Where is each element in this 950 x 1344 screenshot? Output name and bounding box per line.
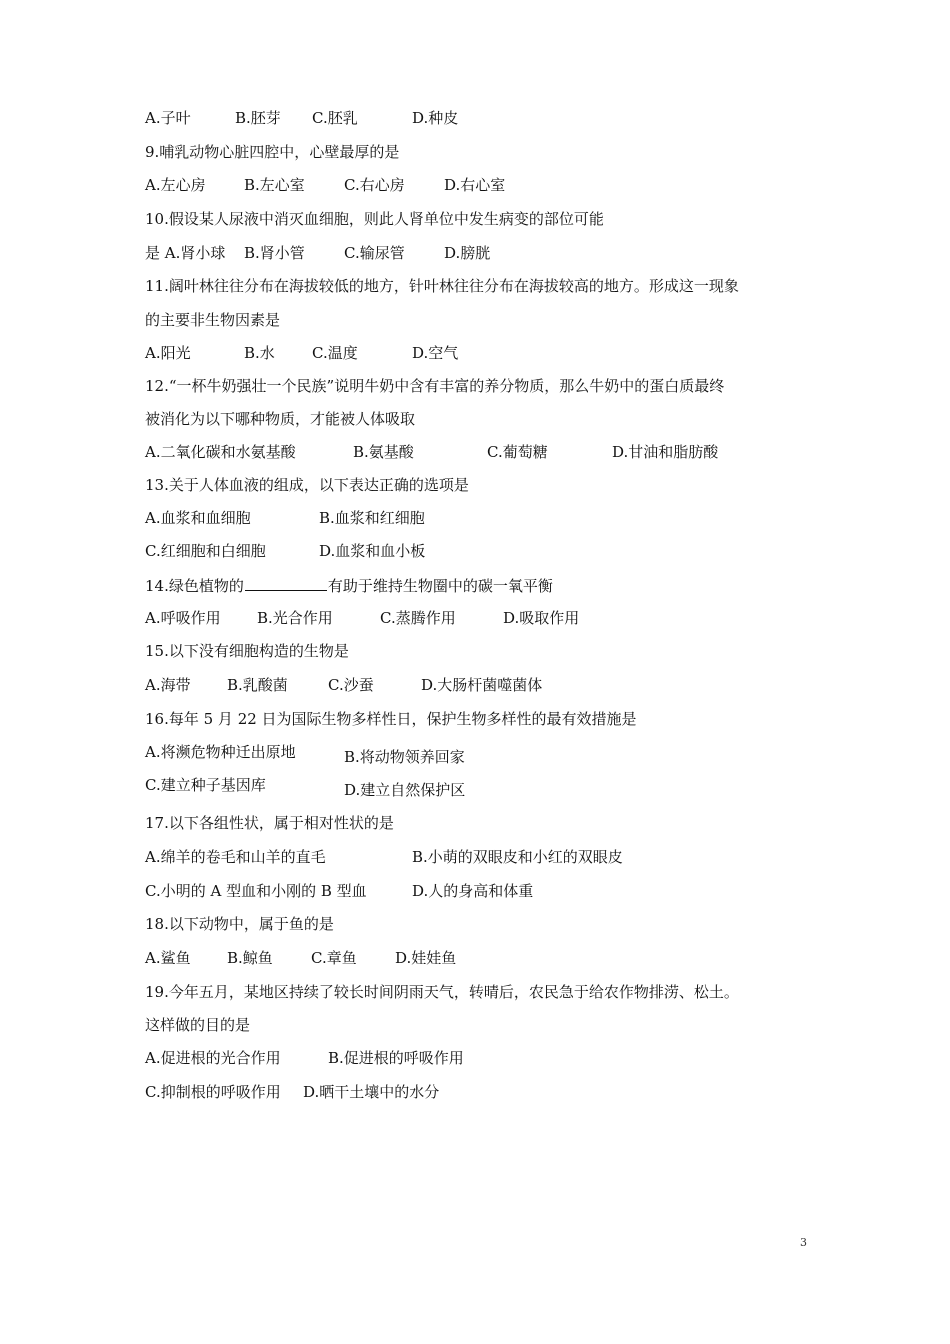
option: D.右心室 (444, 176, 506, 194)
option: B.血浆和红细胞 (319, 509, 425, 527)
option: B.肾小管 (244, 244, 305, 262)
q18-stem: 18.以下动物中，属于鱼的是 (145, 915, 334, 933)
q14-stem-part1: 14.绿色植物的 (145, 577, 244, 595)
option: 是 A.肾小球 (145, 244, 226, 262)
q11-stem: 11.阔叶林往往分布在海拔较低的地方，针叶林往往分布在海拔较高的地方。形成这一现象 (145, 277, 739, 295)
option: A.左心房 (145, 176, 206, 194)
option: C.葡萄糖 (487, 443, 548, 461)
option: B.将动物领养回家 (344, 748, 465, 766)
option: B.胚芽 (235, 109, 281, 127)
answer-blank (245, 574, 327, 591)
option: C.抑制根的呼吸作用 (145, 1083, 281, 1101)
option: A.呼吸作用 (145, 609, 221, 627)
option: C.输尿管 (344, 244, 405, 262)
page-number: 3 (800, 1236, 807, 1249)
option: A.子叶 (145, 109, 191, 127)
option: C.胚乳 (312, 109, 358, 127)
q19-stem-cont: 这样做的目的是 (145, 1016, 251, 1034)
option: C.小明的 A 型血和小刚的 B 型血 (145, 882, 367, 900)
option: D.空气 (412, 344, 459, 362)
option: D.晒干土壤中的水分 (303, 1083, 440, 1101)
option: B.促进根的呼吸作用 (328, 1049, 464, 1067)
option: B.小萌的双眼皮和小红的双眼皮 (412, 848, 623, 866)
option: B.水 (244, 344, 275, 362)
option: A.促进根的光合作用 (145, 1049, 281, 1067)
option: B.左心室 (244, 176, 305, 194)
option: D.娃娃鱼 (395, 949, 457, 967)
q9-stem: 9.哺乳动物心脏四腔中，心壁最厚的是 (145, 143, 400, 161)
option: A.鲨鱼 (145, 949, 191, 967)
option: B.鲸鱼 (227, 949, 273, 967)
q16-stem: 16.每年 5 月 22 日为国际生物多样性日，保护生物多样性的最有效措施是 (145, 710, 637, 728)
option: C.建立种子基因库 (145, 776, 266, 794)
option: D.建立自然保护区 (344, 781, 466, 799)
option: C.沙蚕 (328, 676, 374, 694)
option: D.人的身高和体重 (412, 882, 534, 900)
option: B.光合作用 (257, 609, 333, 627)
option: C.红细胞和白细胞 (145, 542, 266, 560)
option: A.海带 (145, 676, 191, 694)
option: B.乳酸菌 (227, 676, 288, 694)
option: C.蒸腾作用 (380, 609, 456, 627)
option: D.吸取作用 (503, 609, 580, 627)
q12-stem: 12.“一杯牛奶强壮一个民族”说明牛奶中含有丰富的养分物质，那么牛奶中的蛋白质最终 (145, 377, 725, 395)
q17-stem: 17.以下各组性状，属于相对性状的是 (145, 814, 394, 832)
option: C.右心房 (344, 176, 405, 194)
option: D.大肠杆菌噬菌体 (421, 676, 543, 694)
q15-stem: 15.以下没有细胞构造的生物是 (145, 642, 349, 660)
q10-stem: 10.假设某人尿液中消灭血细胞，则此人肾单位中发生病变的部位可能 (145, 210, 604, 228)
q14-stem (145, 574, 553, 596)
option: B.氨基酸 (353, 443, 414, 461)
q12-stem-cont: 被消化为以下哪种物质，才能被人体吸取 (145, 410, 416, 428)
q13-stem: 13.关于人体血液的组成，以下表达正确的选项是 (145, 476, 469, 494)
option: D.甘油和脂肪酸 (612, 443, 719, 461)
option: A.二氧化碳和水氨基酸 (145, 443, 296, 461)
option: D.血浆和血小板 (319, 542, 426, 560)
q19-stem: 19.今年五月，某地区持续了较长时间阴雨天气，转晴后，农民急于给农作物排涝、松土。 (145, 983, 739, 1001)
option: A.绵羊的卷毛和山羊的直毛 (145, 848, 326, 866)
option: A.血浆和血细胞 (145, 509, 251, 527)
option: D.种皮 (412, 109, 459, 127)
option: A.阳光 (145, 344, 191, 362)
option: A.将濒危物种迁出原地 (145, 743, 296, 761)
q14-stem-part2: 有助于维持生物圈中的碳一氧平衡 (327, 577, 553, 595)
q11-stem-cont: 的主要非生物因素是 (145, 311, 281, 329)
option: C.温度 (312, 344, 358, 362)
option: D.膀胱 (444, 244, 491, 262)
option: C.章鱼 (311, 949, 357, 967)
